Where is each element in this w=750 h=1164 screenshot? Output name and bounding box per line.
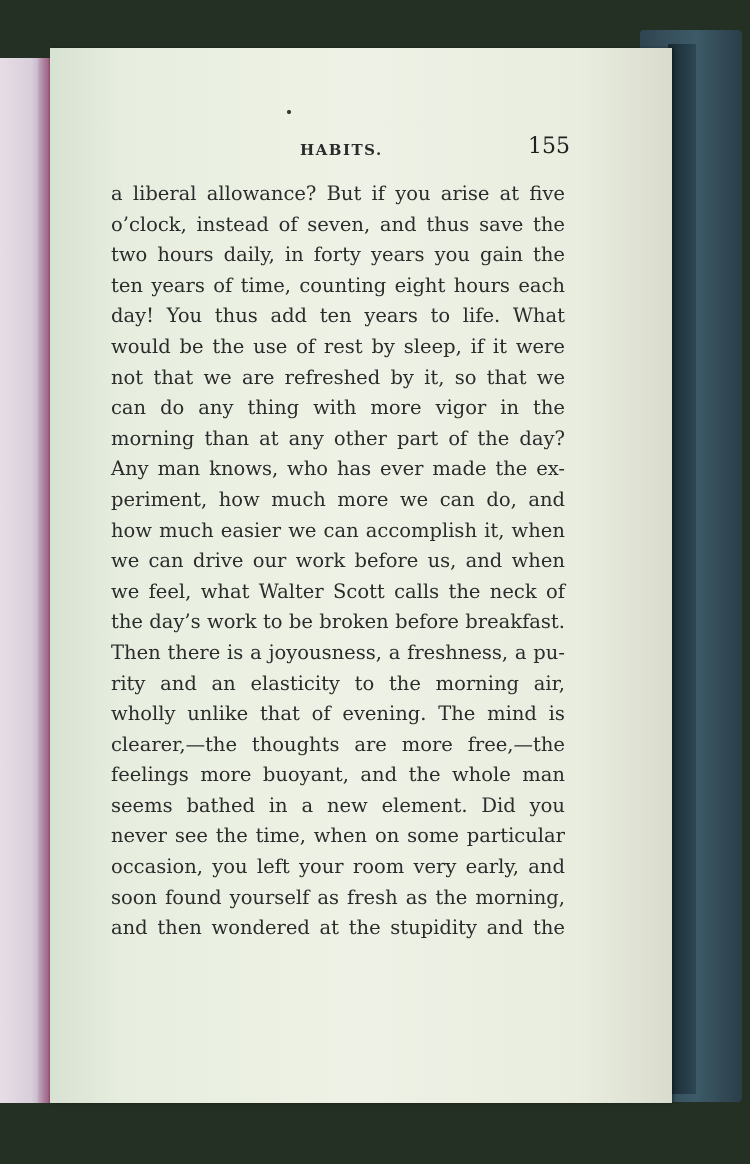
- word: do: [160, 396, 185, 420]
- word: when: [511, 518, 565, 542]
- word: daily,: [223, 243, 275, 267]
- word: by: [371, 334, 395, 358]
- text-line: [111, 883, 565, 914]
- word: hours: [157, 243, 214, 267]
- word: of: [311, 702, 331, 726]
- word: Scott: [333, 579, 385, 603]
- word: the: [533, 212, 565, 236]
- text-line: [111, 485, 565, 516]
- word: liberal: [132, 182, 197, 205]
- text-line: [111, 546, 565, 577]
- page-number: 155: [528, 134, 570, 159]
- word: mind: [487, 702, 537, 726]
- word: unlike: [187, 702, 249, 726]
- word: the: [111, 610, 143, 634]
- word: soon: [111, 885, 158, 909]
- word: that: [153, 365, 194, 389]
- word: made: [432, 457, 487, 481]
- word: and: [160, 671, 197, 695]
- word: when: [313, 824, 368, 848]
- word: the: [495, 457, 528, 481]
- text-line: [111, 424, 565, 455]
- word: Then: [111, 640, 161, 664]
- word: other: [333, 426, 387, 450]
- word: has: [336, 457, 372, 481]
- word: feel,: [148, 579, 192, 603]
- word: there: [167, 640, 221, 664]
- word: can: [111, 396, 147, 420]
- word: we: [203, 365, 232, 389]
- word: of: [213, 273, 233, 297]
- word: we: [536, 365, 565, 389]
- word: of: [278, 212, 298, 236]
- word: is: [227, 640, 244, 664]
- word: what: [200, 579, 250, 603]
- word: drive: [192, 549, 244, 573]
- text-line: [111, 393, 565, 424]
- word: the: [212, 334, 245, 358]
- word: were: [515, 334, 565, 358]
- word: neck: [489, 579, 537, 603]
- word: in: [268, 793, 288, 817]
- word: how: [218, 487, 260, 511]
- word: thing: [247, 396, 300, 420]
- word: if: [371, 182, 385, 205]
- word: of: [546, 579, 565, 603]
- word: time,: [240, 273, 291, 297]
- word: when: [511, 549, 565, 573]
- word: more: [370, 396, 422, 420]
- word: morning,: [475, 885, 565, 909]
- word: man: [157, 457, 201, 481]
- word: do,: [486, 487, 517, 511]
- word: your: [298, 855, 344, 879]
- word: easier: [220, 518, 282, 542]
- word: time,: [255, 824, 306, 848]
- word: instead: [196, 212, 269, 236]
- word: as: [317, 885, 339, 909]
- word: eight: [394, 273, 446, 297]
- word: that: [486, 365, 527, 389]
- word: and: [465, 549, 503, 573]
- word: to: [354, 671, 375, 695]
- word: knows,: [209, 457, 279, 481]
- word: see: [174, 824, 208, 848]
- word: arise: [440, 182, 490, 205]
- word: any: [198, 396, 234, 420]
- word: o’clock,: [111, 212, 187, 236]
- word: work: [295, 549, 346, 573]
- word: part: [396, 426, 439, 450]
- word: never: [111, 824, 167, 848]
- word: can: [439, 487, 475, 511]
- word: can: [323, 518, 359, 542]
- word: ten: [319, 304, 352, 328]
- word: would: [111, 334, 171, 358]
- word: The: [438, 702, 476, 726]
- word: be: [288, 610, 313, 634]
- word: element.: [381, 793, 468, 817]
- word: hours: [453, 273, 510, 297]
- word: the: [348, 916, 381, 940]
- word: we: [288, 518, 317, 542]
- word: much: [271, 487, 326, 511]
- word: you: [212, 855, 248, 879]
- word: some: [407, 824, 459, 848]
- word: to: [430, 304, 451, 328]
- word: seven,: [307, 212, 371, 236]
- word: yourself: [229, 885, 310, 909]
- word: and: [528, 855, 565, 879]
- word: more: [337, 487, 389, 511]
- word: are: [241, 365, 275, 389]
- text-line: [111, 669, 565, 700]
- word: seems: [111, 793, 173, 817]
- word: the: [388, 671, 421, 695]
- word: broken: [319, 610, 389, 634]
- word: and: [379, 212, 417, 236]
- word: wholly: [111, 702, 176, 726]
- word: and: [360, 763, 398, 787]
- text-line: [111, 363, 565, 394]
- word: much: [159, 518, 214, 542]
- word: refreshed: [284, 365, 381, 389]
- word: vigor: [435, 396, 487, 420]
- word: counting: [299, 273, 387, 297]
- word: rity: [111, 671, 146, 695]
- word: very: [413, 855, 457, 879]
- word: Did: [481, 793, 516, 817]
- word: pu-: [533, 640, 565, 664]
- word: that: [259, 702, 300, 726]
- word: an: [211, 671, 236, 695]
- word: ex-: [536, 457, 565, 481]
- word: life.: [462, 304, 501, 328]
- word: use: [253, 334, 288, 358]
- word: ever: [380, 457, 424, 481]
- word: us,: [427, 549, 457, 573]
- word: morning: [111, 426, 195, 450]
- word: the: [533, 916, 565, 940]
- word: at: [319, 916, 340, 940]
- word: joyousness,: [268, 640, 382, 664]
- word: then: [157, 916, 202, 940]
- word: and: [111, 916, 148, 940]
- text-line: [111, 210, 565, 241]
- text-line: [111, 760, 565, 791]
- word: in: [500, 396, 520, 420]
- word: the: [533, 396, 565, 420]
- word: so: [454, 365, 477, 389]
- word: day’s: [149, 610, 201, 634]
- word: how: [111, 518, 152, 542]
- word: it,: [424, 365, 445, 389]
- word: you: [434, 243, 470, 267]
- word: add: [270, 304, 308, 328]
- word: the: [477, 426, 510, 450]
- word: be: [179, 334, 204, 358]
- word: the: [215, 824, 248, 848]
- word: a: [388, 640, 401, 664]
- word: we: [399, 487, 429, 511]
- word: of: [296, 334, 316, 358]
- text-line: [111, 913, 565, 944]
- word: it: [492, 334, 507, 358]
- word: breakfast.: [465, 610, 565, 634]
- word: air,: [533, 671, 565, 695]
- word: the: [533, 243, 565, 267]
- word: whole: [451, 763, 511, 787]
- word: day!: [111, 304, 154, 328]
- word: a: [301, 793, 314, 817]
- word: free,—the: [467, 732, 565, 756]
- word: five: [529, 182, 565, 205]
- word: years: [371, 243, 425, 267]
- word: clearer,—the: [111, 732, 237, 756]
- word: can: [148, 549, 184, 573]
- text-line: [111, 301, 565, 332]
- word: bathed: [186, 793, 255, 817]
- word: years: [364, 304, 418, 328]
- word: before: [354, 549, 419, 573]
- word: buoyant,: [262, 763, 349, 787]
- word: Walter: [258, 579, 324, 603]
- text-line: [111, 821, 565, 852]
- text-line: [111, 791, 565, 822]
- word: the: [435, 885, 468, 909]
- word: at: [259, 426, 279, 450]
- word: gain: [480, 243, 523, 267]
- word: accomplish: [365, 518, 478, 542]
- word: new: [326, 793, 368, 817]
- word: feelings: [111, 763, 189, 787]
- word: found: [165, 885, 222, 909]
- body-text: [111, 179, 565, 944]
- word: who: [287, 457, 329, 481]
- word: by: [390, 365, 414, 389]
- word: before: [395, 610, 459, 634]
- word: to: [262, 610, 283, 634]
- word: you: [395, 182, 431, 205]
- word: But: [326, 182, 362, 205]
- word: work: [207, 610, 257, 634]
- word: man: [522, 763, 565, 787]
- word: morning: [435, 671, 519, 695]
- running-head: HABITS.: [300, 141, 383, 159]
- word: in: [284, 243, 304, 267]
- text-line: [111, 577, 565, 608]
- text-line: [111, 332, 565, 363]
- word: and: [528, 487, 565, 511]
- word: if: [470, 334, 485, 358]
- word: than: [204, 426, 250, 450]
- text-line: [111, 516, 565, 547]
- word: sleep,: [403, 334, 462, 358]
- word: a: [250, 640, 262, 664]
- text-line: [111, 638, 565, 669]
- word: you: [529, 793, 565, 817]
- word: we: [111, 579, 140, 603]
- text-line: [111, 607, 565, 638]
- book-cover-edge: [668, 44, 696, 1094]
- word: forty: [313, 243, 361, 267]
- ink-speck: [287, 110, 291, 114]
- text-line: [111, 454, 565, 485]
- word: freshness,: [407, 640, 509, 664]
- word: thus: [214, 304, 258, 328]
- word: rest: [323, 334, 363, 358]
- word: room: [352, 855, 405, 879]
- word: not: [111, 365, 144, 389]
- word: any: [288, 426, 324, 450]
- word: You: [166, 304, 203, 328]
- word: is: [548, 702, 565, 726]
- word: years: [151, 273, 205, 297]
- word: we: [111, 549, 140, 573]
- word: elasticity: [250, 671, 340, 695]
- word: each: [518, 273, 565, 297]
- word: particular: [466, 824, 565, 848]
- word: it,: [484, 518, 505, 542]
- word: left: [256, 855, 290, 879]
- text-line: [111, 179, 565, 210]
- word: are: [354, 732, 387, 756]
- word: two: [111, 243, 148, 267]
- word: on: [374, 824, 400, 848]
- word: more: [200, 763, 252, 787]
- text-line: [111, 271, 565, 302]
- word: as: [405, 885, 428, 909]
- word: with: [313, 396, 357, 420]
- word: Any: [111, 457, 149, 481]
- word: save: [479, 212, 524, 236]
- word: allowance?: [206, 182, 317, 205]
- text-line: [111, 852, 565, 883]
- word: at: [499, 182, 520, 205]
- word: and: [486, 916, 524, 940]
- word: day?: [519, 426, 565, 450]
- text-line: [111, 730, 565, 761]
- word: wondered: [211, 916, 310, 940]
- word: early,: [465, 855, 520, 879]
- word: periment,: [111, 487, 208, 511]
- word: the: [448, 579, 481, 603]
- word: ten: [111, 273, 143, 297]
- text-line: [111, 699, 565, 730]
- word: a: [514, 640, 527, 664]
- word: occasion,: [111, 855, 203, 879]
- word: fresh: [347, 885, 398, 909]
- word: the: [408, 763, 441, 787]
- word: thoughts: [251, 732, 340, 756]
- word: a: [111, 182, 123, 205]
- text-line: [111, 240, 565, 271]
- word: What: [512, 304, 565, 328]
- word: calls: [394, 579, 440, 603]
- word: stupidity: [390, 916, 477, 940]
- word: more: [401, 732, 453, 756]
- word: thus: [426, 212, 470, 236]
- word: our: [252, 549, 287, 573]
- word: of: [448, 426, 468, 450]
- word: evening.: [342, 702, 427, 726]
